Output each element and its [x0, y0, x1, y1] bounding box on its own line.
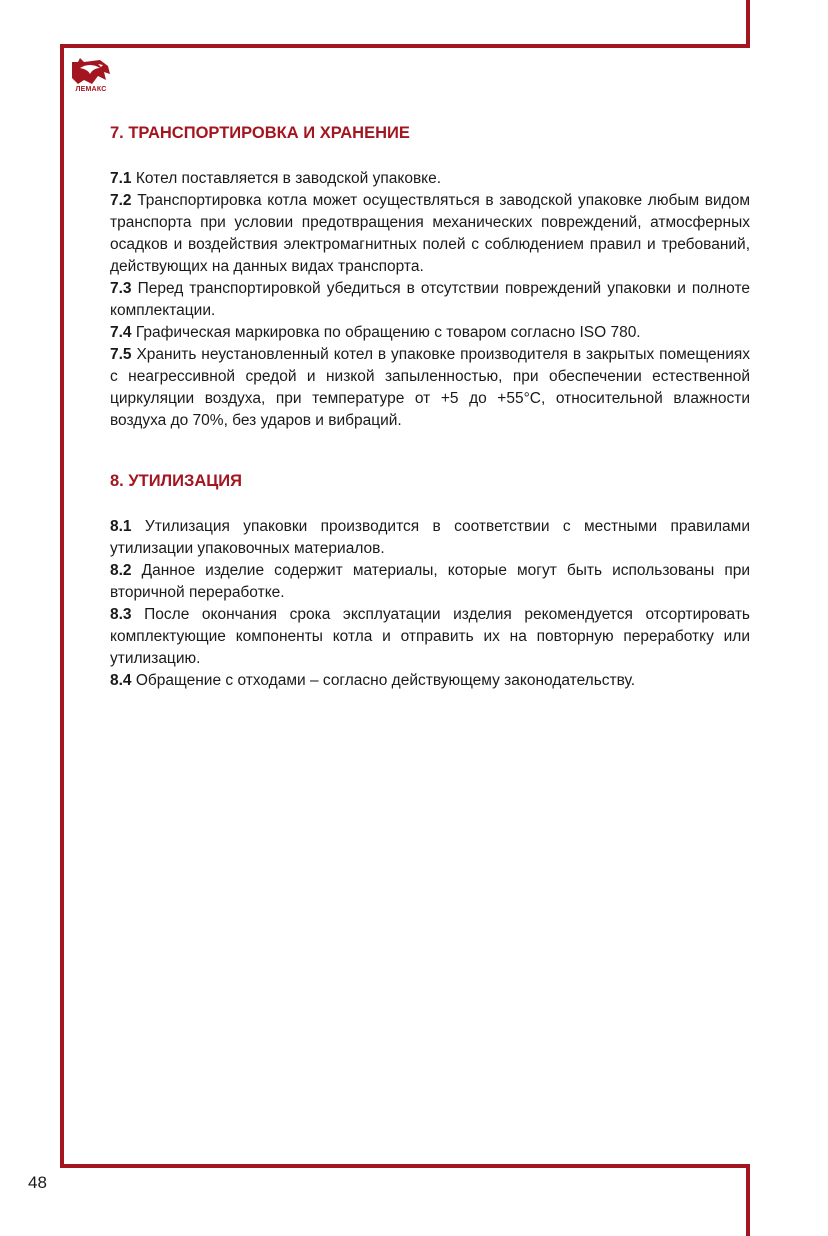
frame-bottom-border	[60, 1164, 750, 1168]
paragraph-7-2	[110, 190, 750, 278]
paragraph-text: Данное изделие содержит материалы, которые могут быть использованы при вторичной переработке.	[110, 562, 750, 601]
paragraph-text: Графическая маркировка по обращению с товаром согласно ISO 780.	[131, 324, 641, 341]
paragraph-text: После окончания срока эксплуатации изделия рекомендуется отсортировать комплектующие компоненты котла и отправить их на повторную переработку или утилизацию.	[110, 606, 750, 667]
paragraph-number: 7.3	[110, 280, 132, 297]
paragraph-text: Обращение с отходами – согласно действующему законодательству.	[131, 672, 636, 689]
frame-top-right-border	[746, 0, 750, 48]
paragraph-7-3	[110, 278, 750, 322]
frame-bottom-right-border	[746, 1164, 750, 1236]
paragraph-number: 7.2	[110, 192, 132, 209]
brand-logo-text: ЛЕМАКС	[75, 86, 107, 93]
paragraph-8-3	[110, 604, 750, 670]
paragraph-text: Хранить неустановленный котел в упаковке производителя в закрытых помещениях с неагрессивной средой и низкой запыленностью, при обеспечении естественной циркуляции воздуха, при температуре от +5 до +55°С, относительной влажности воздуха до 70%, без ударов и вибраций.	[110, 346, 750, 429]
paragraph-7-4	[110, 322, 750, 344]
paragraph-number: 8.3	[110, 606, 132, 623]
paragraph-number: 8.1	[110, 518, 132, 535]
section-8-title: 8. УТИЛИЗАЦИЯ	[110, 472, 243, 490]
paragraph-7-1	[110, 168, 750, 190]
section-7-title: 7. ТРАНСПОРТИРОВКА И ХРАНЕНИЕ	[110, 124, 410, 142]
paragraph-text: Транспортировка котла может осуществляться в заводской упаковке любым видом транспорта при условии предотвращения механических повреждений, атмосферных осадков и воздействия электромагнитных полей с соблюдением правил и требований, действующих на данных видах транспорта.	[110, 192, 750, 275]
document-body	[110, 122, 750, 692]
paragraph-number: 8.2	[110, 562, 132, 579]
paragraph-number: 7.1	[110, 170, 132, 187]
paragraph-text: Котел поставляется в заводской упаковке.	[131, 170, 442, 187]
paragraph-text: Утилизация упаковки производится в соответствии с местными правилами утилизации упаковочных материалов.	[110, 518, 750, 557]
paragraph-8-1	[110, 516, 750, 560]
frame-top-border	[60, 44, 750, 48]
paragraph-number: 8.4	[110, 672, 132, 689]
paragraph-text: Перед транспортировкой убедиться в отсутствии повреждений упаковки и полноте комплектации.	[110, 280, 750, 319]
paragraph-8-2	[110, 560, 750, 604]
paragraph-7-5	[110, 344, 750, 432]
brand-logo	[70, 56, 112, 94]
horse-head-logo-icon	[70, 56, 112, 86]
frame-left-border	[60, 44, 64, 1168]
paragraph-number: 7.4	[110, 324, 132, 341]
paragraph-8-4	[110, 670, 750, 692]
paragraph-number: 7.5	[110, 346, 132, 363]
page-number: 48	[28, 1173, 47, 1192]
